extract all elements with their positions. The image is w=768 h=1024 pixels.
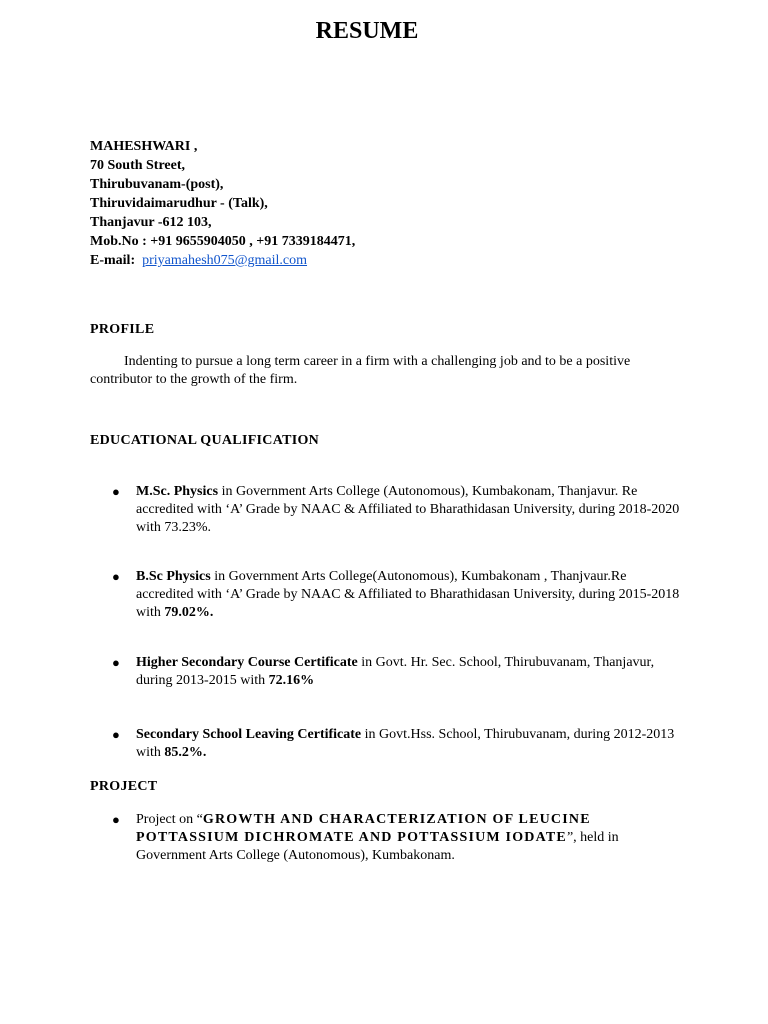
degree-details: in Government Arts College(Autonomous), Kumbakonam , Thanjvaur.Re accredited with ‘A’ Grade by NAAC & Affiliated to Bharathidasan University, during 2015-2018 with bbox=[136, 569, 680, 620]
degree-name: Higher Secondary Course Certificate bbox=[136, 655, 358, 670]
education-item-text bbox=[136, 568, 684, 622]
contact-street: 70 South Street, bbox=[90, 158, 186, 173]
project-prefix: Project on “ bbox=[136, 812, 203, 827]
bullet-icon: ● bbox=[112, 812, 120, 827]
education-item-text bbox=[136, 483, 684, 537]
degree-details: in Govt. Hr. Sec. School, Thirubuvanam, Thanjavur, during 2013-2015 with bbox=[136, 655, 655, 688]
project-suffix: ”, held in Government Arts College (Autonomous), Kumbakonam. bbox=[136, 830, 619, 863]
email-label: E-mail: bbox=[90, 253, 136, 268]
contact-block bbox=[90, 137, 355, 270]
bullet-icon: ● bbox=[112, 569, 120, 584]
contact-email-row bbox=[90, 251, 355, 270]
education-item-text bbox=[136, 654, 684, 690]
profile-heading: PROFILE bbox=[90, 322, 155, 337]
email-link[interactable]: priyamahesh075@gmail.com bbox=[142, 253, 308, 268]
contact-name: MAHESHWARI , bbox=[90, 139, 198, 154]
degree-score: 85.2%. bbox=[164, 745, 207, 760]
education-heading: EDUCATIONAL QUALIFICATION bbox=[90, 433, 320, 448]
degree-name: B.Sc Physics bbox=[136, 569, 211, 584]
contact-taluk: Thiruvidaimarudhur - (Talk), bbox=[90, 196, 268, 211]
bullet-icon: ● bbox=[112, 727, 120, 742]
profile-text: Indenting to pursue a long term career in a firm with a challenging job and to be a positive contributor to the growth of the firm. bbox=[90, 354, 631, 387]
project-item-text bbox=[136, 811, 684, 865]
resume-title: RESUME bbox=[315, 18, 419, 44]
bullet-icon: ● bbox=[112, 484, 120, 499]
degree-name: M.Sc. Physics bbox=[136, 484, 219, 499]
contact-city: Thanjavur -612 103, bbox=[90, 215, 212, 230]
degree-name: Secondary School Leaving Certificate bbox=[136, 727, 362, 742]
education-item-text bbox=[136, 726, 684, 762]
contact-mobile: Mob.No : +91 9655904050 , +91 7339184471, bbox=[90, 234, 356, 249]
degree-score: 79.02%. bbox=[164, 605, 214, 620]
project-heading: PROJECT bbox=[90, 779, 158, 794]
project-title: GROWTH AND CHARACTERIZATION OF LEUCINE POTTASSIUM DICHROMATE AND POTTASSIUM IODATE bbox=[136, 812, 591, 845]
bullet-icon: ● bbox=[112, 655, 120, 670]
degree-details: in Govt.Hss. School, Thirubuvanam, during 2012-2013 with bbox=[136, 727, 675, 760]
degree-details: in Government Arts College (Autonomous), Kumbakonam, Thanjavur. Re accredited with ‘A’ Grade by NAAC & Affiliated to Bharathidasan University, during 2018-2020 with 73.23%. bbox=[136, 484, 680, 535]
degree-score: 72.16% bbox=[268, 673, 315, 688]
contact-post: Thirubuvanam-(post), bbox=[90, 177, 224, 192]
